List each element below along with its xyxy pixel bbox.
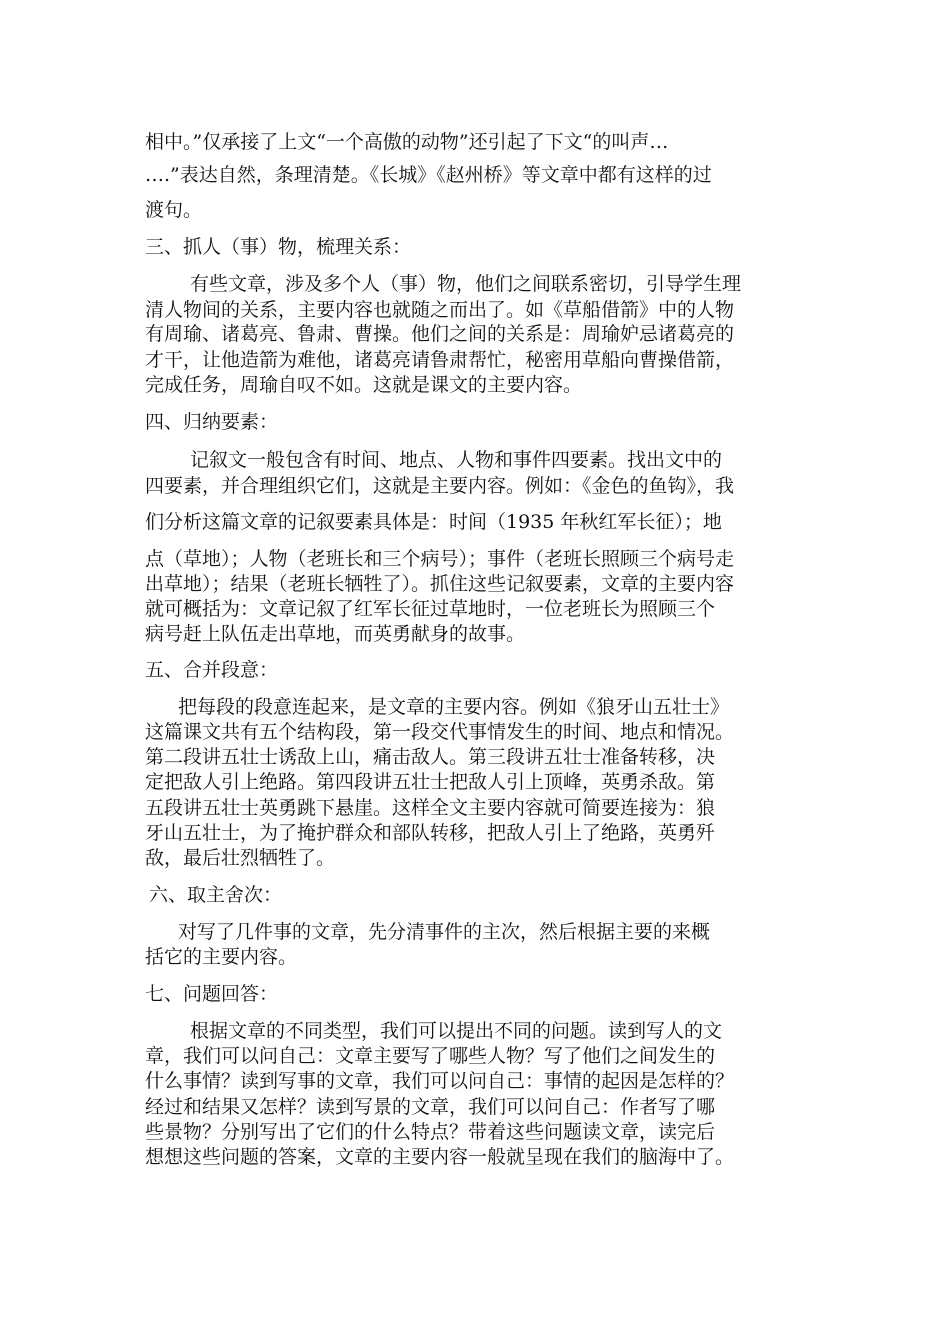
body-text-line: 才干，让他造箭为难他，诸葛亮请鲁肃帮忙，秘密用草船向曹操借箭， (145, 349, 735, 371)
body-text-line: 完成任务，周瑜自叹不如。这就是课文的主要内容。 (145, 374, 583, 396)
body-text-line: 把每段的段意连起来，是文章的主要内容。例如《狼牙山五壮士》 (178, 696, 730, 718)
body-text-line: 相中。”仅承接了上文“一个高傲的动物”还引起了下文“的叫声… (145, 131, 669, 153)
body-text-line: 记叙文一般包含有时间、地点、人物和事件四要素。找出文中的 (190, 449, 723, 471)
body-text-line: 五段讲五壮士英勇跳下悬崖。这样全文主要内容就可简要连接为：狼 (145, 797, 716, 819)
body-text-line: 有些文章，涉及多个人（事）物，他们之间联系密切，引导学生理 (190, 273, 742, 295)
body-text-line: 们分析这篇文章的记叙要素具体是：时间（1935 年秋红军长征）；地 (145, 511, 722, 533)
section-heading-5: 五、合并段意： (145, 659, 279, 681)
section-heading-6: 六、取主舍次： (149, 884, 283, 906)
body-text-line: 就可概括为：文章记叙了红军长征过草地时，一位老班长为照顾三个 (145, 598, 716, 620)
body-text-line: 章，我们可以问自己：文章主要写了哪些人物？写了他们之间发生的 (145, 1045, 716, 1067)
body-text-line: 什么事情？读到写事的文章，我们可以问自己：事情的起因是怎样的？ (145, 1070, 735, 1092)
body-text-line: 清人物间的关系，主要内容也就随之而出了。如《草船借箭》中的人物 (145, 299, 735, 321)
body-text-line: 渡句。 (145, 199, 203, 221)
section-heading-4: 四、归纳要素： (145, 411, 279, 433)
body-text-line: 出草地）；结果（老班长牺牲了）。抓住这些记叙要素，文章的主要内容 (145, 573, 735, 595)
section-heading-7: 七、问题回答： (145, 983, 279, 1005)
body-text-line: 经过和结果又怎样？读到写景的文章，我们可以问自己：作者写了哪 (145, 1096, 716, 1118)
body-text-line: ….”表达自然，条理清楚。《长城》《赵州桥》等文章中都有这样的过 (145, 164, 712, 186)
body-text-line: 第二段讲五壮士诱敌上山，痛击敌人。第三段讲五壮士准备转移，决 (145, 746, 716, 768)
body-text-line: 根据文章的不同类型，我们可以提出不同的问题。读到写人的文 (190, 1020, 723, 1042)
body-text-line: 括它的主要内容。 (145, 946, 298, 968)
body-text-line: 点（草地）；人物（老班长和三个病号）；事件（老班长照顾三个病号走 (145, 548, 735, 570)
body-text-line: 些景物？分别写出了它们的什么特点？带着这些问题读文章，读完后 (145, 1121, 716, 1143)
body-text-line: 对写了几件事的文章，先分清事件的主次，然后根据主要的来概 (178, 921, 711, 943)
body-text-line: 牙山五壮士，为了掩护群众和部队转移，把敌人引上了绝路，英勇歼 (145, 822, 716, 844)
body-text-line: 敌，最后壮烈牺牲了。 (145, 847, 336, 869)
body-text-line: 病号赶上队伍走出草地，而英勇献身的故事。 (145, 623, 526, 645)
body-text-line: 想想这些问题的答案，文章的主要内容一般就呈现在我们的脑海中了。 (145, 1146, 735, 1168)
body-text-line: 四要素，并合理组织它们，这就是主要内容。例如：《金色的鱼钩》，我 (145, 475, 735, 497)
body-text-line: 这篇课文共有五个结构段，第一段交代事情发生的时间、地点和情况。 (145, 721, 735, 743)
section-heading-3: 三、抓人（事）物，梳理关系： (145, 236, 412, 258)
body-text-line: 有周瑜、诸葛亮、鲁肃、曹操。他们之间的关系是：周瑜妒忌诸葛亮的 (145, 323, 735, 345)
body-text-line: 定把敌人引上绝路。第四段讲五壮士把敌人引上顶峰，英勇杀敌。第 (145, 771, 716, 793)
